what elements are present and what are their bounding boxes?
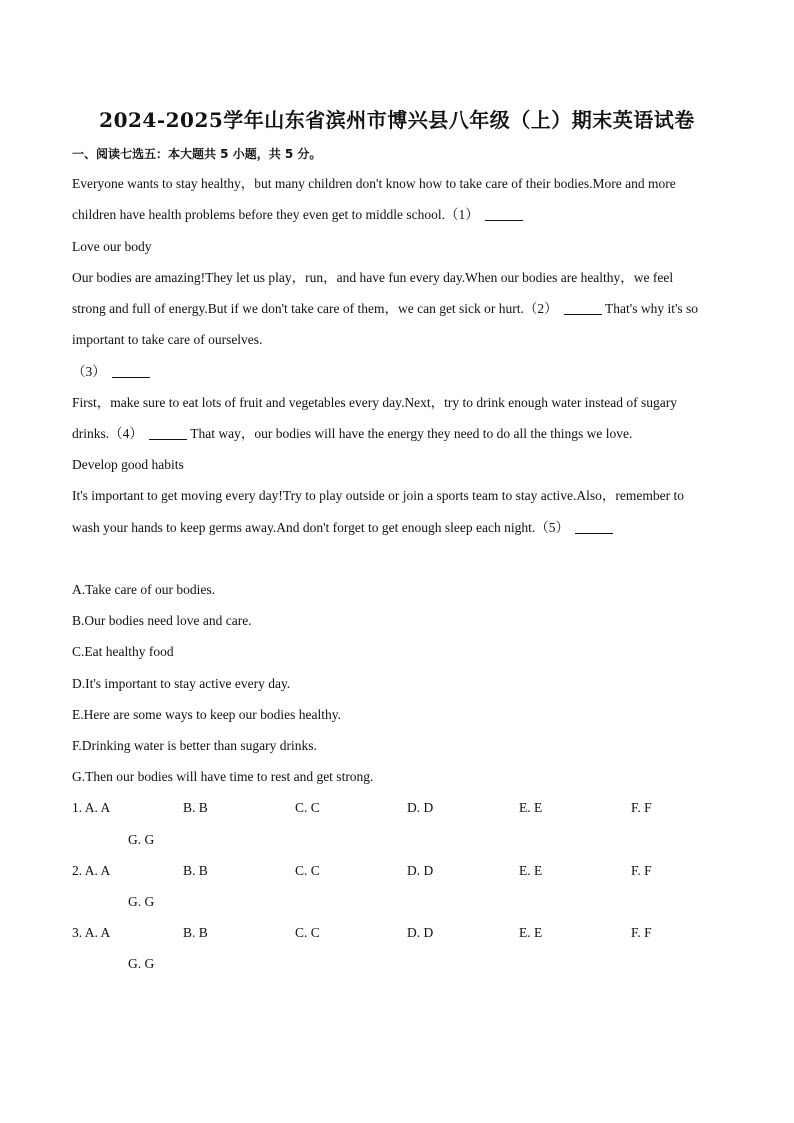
passage-subheading: （3） (72, 362, 150, 382)
option-b[interactable]: B. B (183, 800, 208, 815)
choice-item: E.Here are some ways to keep our bodies healthy. (72, 707, 342, 722)
passage-line: children have health problems before they even get to middle school.（1） (72, 205, 523, 225)
passage-line: First，make sure to eat lots of fruit and vegetables every day.Next，try to drink enough water instead of sugary (72, 395, 677, 410)
passage-line: Everyone wants to stay healthy，but many children don't know how to take care of their bodies.More and more (72, 176, 676, 191)
answer-blank-1 (485, 206, 523, 221)
page-title: 2024-2025学年山东省滨州市博兴县八年级（上）期末英语试卷 (99, 108, 695, 132)
section-heading: 一、阅读七选五：本大题共 5 小题，共 5 分。 (72, 147, 322, 161)
answer-blank-2 (564, 300, 602, 315)
passage-line: strong and full of energy.But if we don't take care of them，we can get sick or hurt.（2） That's why it's so (72, 301, 699, 316)
option-a[interactable]: A. A (84, 863, 111, 878)
option-d[interactable]: D. D (407, 800, 434, 815)
answer-blank-3 (112, 363, 150, 378)
option-g[interactable]: G. G (128, 894, 155, 909)
option-f[interactable]: F. F (631, 925, 652, 940)
question-2: 2. A. A (72, 863, 111, 878)
answer-blank-4 (149, 425, 187, 440)
passage-subheading: Love our body (72, 239, 152, 254)
option-g[interactable]: G. G (128, 956, 155, 971)
passage-subheading: Develop good habits (72, 457, 184, 472)
option-c[interactable]: C. C (295, 800, 320, 815)
passage-line: important to take care of ourselves. (72, 332, 263, 347)
option-b[interactable]: B. B (183, 863, 208, 878)
choice-item: B.Our bodies need love and care. (72, 613, 252, 628)
passage-line: It's important to get moving every day!Try to play outside or join a sports team to stay active.Also，remember to (72, 488, 684, 503)
option-b[interactable]: B. B (183, 925, 208, 940)
choice-item: A.Take care of our bodies. (72, 582, 215, 597)
option-d[interactable]: D. D (407, 863, 434, 878)
option-e[interactable]: E. E (519, 800, 543, 815)
option-e[interactable]: E. E (519, 925, 543, 940)
option-a[interactable]: A. A (84, 925, 111, 940)
choice-item: C.Eat healthy food (72, 644, 174, 659)
option-g[interactable]: G. G (128, 832, 155, 847)
option-a[interactable]: A. A (84, 800, 111, 815)
choice-item: D.It's important to stay active every day. (72, 676, 291, 691)
question-3: 3. A. A (72, 925, 111, 940)
passage-line: wash your hands to keep germs away.And don't forget to get enough sleep each night.（5） (72, 518, 613, 538)
option-f[interactable]: F. F (631, 800, 652, 815)
option-e[interactable]: E. E (519, 863, 543, 878)
option-c[interactable]: C. C (295, 863, 320, 878)
option-f[interactable]: F. F (631, 863, 652, 878)
question-1: 1. A. A (72, 800, 111, 815)
choice-item: G.Then our bodies will have time to rest and get strong. (72, 769, 374, 784)
choice-item: F.Drinking water is better than sugary drinks. (72, 738, 317, 753)
option-d[interactable]: D. D (407, 925, 434, 940)
answer-blank-5 (575, 519, 613, 534)
option-c[interactable]: C. C (295, 925, 320, 940)
passage-line: Our bodies are amazing!They let us play，run，and have fun every day.When our bodies are healthy，we feel (72, 270, 674, 285)
passage-line: drinks.（4） That way，our bodies will have the energy they need to do all the things we love. (72, 426, 633, 441)
